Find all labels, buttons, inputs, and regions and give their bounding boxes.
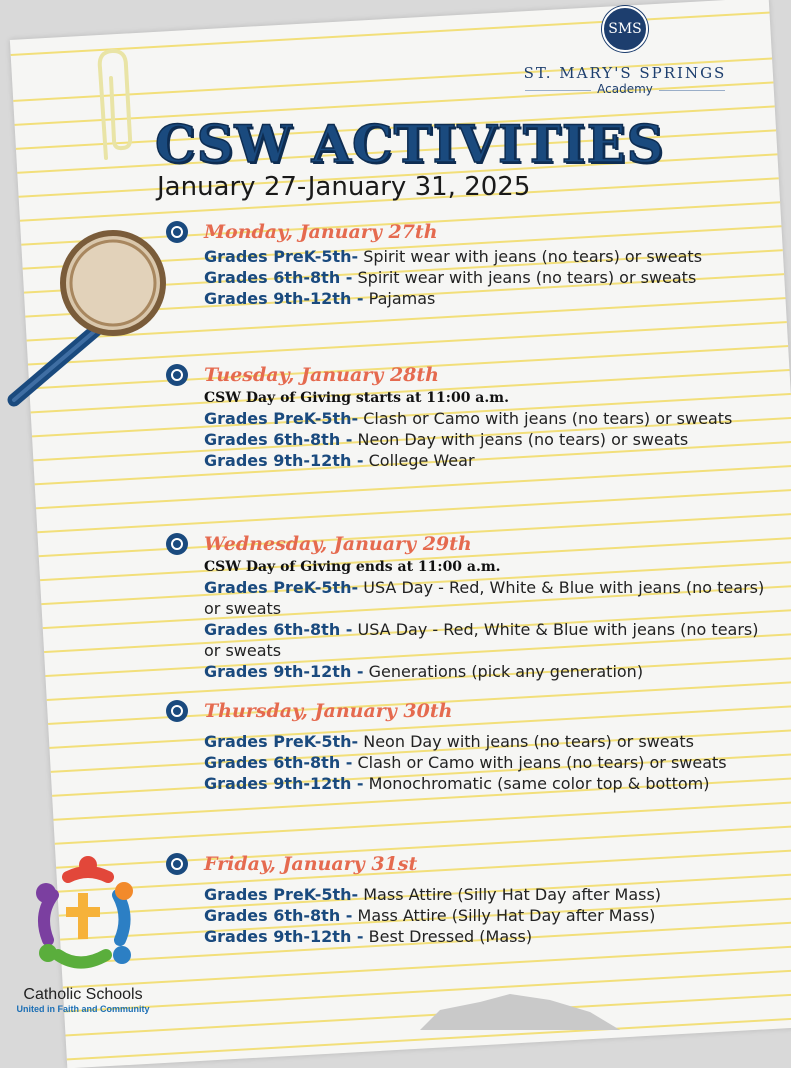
grade-activity: Best Dressed (Mass) [363,927,533,946]
grade-line [204,577,776,619]
catholic-schools-name: Catholic Schools [23,986,143,1003]
date-range: January 27-January 31, 2025 [157,172,531,202]
bullet-icon [166,364,188,386]
grade-line [204,731,776,752]
day-title: Monday, January 27th [204,221,438,243]
grade-label: Grades 9th-12th - [204,774,364,793]
bullet-icon [166,853,188,875]
grade-label: Grades 6th-8th - [204,430,353,449]
grade-label: Grades 6th-8th - [204,620,353,639]
grade-label: Grades 9th-12th - [204,662,364,681]
grade-activity: College Wear [363,451,475,470]
community-cross-icon [18,855,148,980]
catholic-schools-logo [8,855,158,1014]
grade-label: Grades PreK-5th- [204,247,359,266]
day-title: Thursday, January 30th [204,700,453,722]
day-title: Tuesday, January 28th [204,364,439,386]
grade-activity: Clash or Camo with jeans (no tears) or sweats [352,753,727,772]
grade-activity: Spirit wear with jeans (no tears) or sweats [352,268,697,287]
grade-activity: USA Day - Red, White & Blue with jeans (no tears) or sweats [204,578,765,618]
school-name: ST. MARY'S SPRINGS [523,64,727,82]
grade-label: Grades 6th-8th - [204,906,353,925]
bullet-icon [166,221,188,243]
magnifying-glass-icon [0,225,180,415]
grade-label: Grades 9th-12th - [204,927,364,946]
grade-line [204,773,776,794]
bullet-icon [166,533,188,555]
grade-label: Grades PreK-5th- [204,732,359,751]
day-note: CSW Day of Giving starts at 11:00 a.m. [204,390,509,406]
grade-line [204,905,776,926]
day-friday [166,850,776,947]
day-wednesday [166,530,776,682]
grade-line [204,246,776,267]
grade-activity: Neon Day with jeans (no tears) or sweats [358,732,694,751]
school-logo [495,6,755,96]
grade-activity: Generations (pick any generation) [363,662,644,681]
day-thursday [166,697,776,794]
grade-activity: Mass Attire (Silly Hat Day after Mass) [358,885,662,904]
grade-line [204,926,776,947]
bullet-icon [166,700,188,722]
paperclip-icon [92,48,138,168]
grade-line [204,429,776,450]
grade-activity: Spirit wear with jeans (no tears) or sweats [358,247,703,266]
day-monday [166,218,776,309]
school-monogram: SMS [602,6,648,52]
catholic-schools-tagline: United in Faith and Community [16,1004,150,1014]
grade-activity: Mass Attire (Silly Hat Day after Mass) [352,906,656,925]
day-title: Wednesday, January 29th [204,533,472,555]
grade-label: Grades 9th-12th - [204,289,364,308]
grade-line [204,450,776,471]
grade-line [204,619,776,661]
grade-activity: Clash or Camo with jeans (no tears) or sweats [358,409,733,428]
grade-label: Grades PreK-5th- [204,578,359,597]
grade-line [204,408,776,429]
grade-line [204,752,776,773]
grade-label: Grades PreK-5th- [204,409,359,428]
grade-activity: USA Day - Red, White & Blue with jeans (no tears) or sweats [204,620,759,660]
day-tuesday [166,361,776,471]
day-note: CSW Day of Giving ends at 11:00 a.m. [204,559,501,575]
grade-label: Grades 6th-8th - [204,753,353,772]
grade-line [204,661,776,682]
school-subname: Academy [495,82,755,96]
grade-activity: Neon Day with jeans (no tears) or sweats [352,430,689,449]
grade-label: Grades 6th-8th - [204,268,353,287]
rock-decoration [420,990,620,1030]
grade-activity: Monochromatic (same color top & bottom) [363,774,710,793]
grade-line [204,267,776,288]
grade-activity: Pajamas [363,289,436,308]
grade-line [204,288,776,309]
grade-line [204,884,776,905]
day-title: Friday, January 31st [204,853,418,875]
page-title: CSW ACTIVITIES [155,115,665,175]
grade-label: Grades PreK-5th- [204,885,359,904]
grade-label: Grades 9th-12th - [204,451,364,470]
